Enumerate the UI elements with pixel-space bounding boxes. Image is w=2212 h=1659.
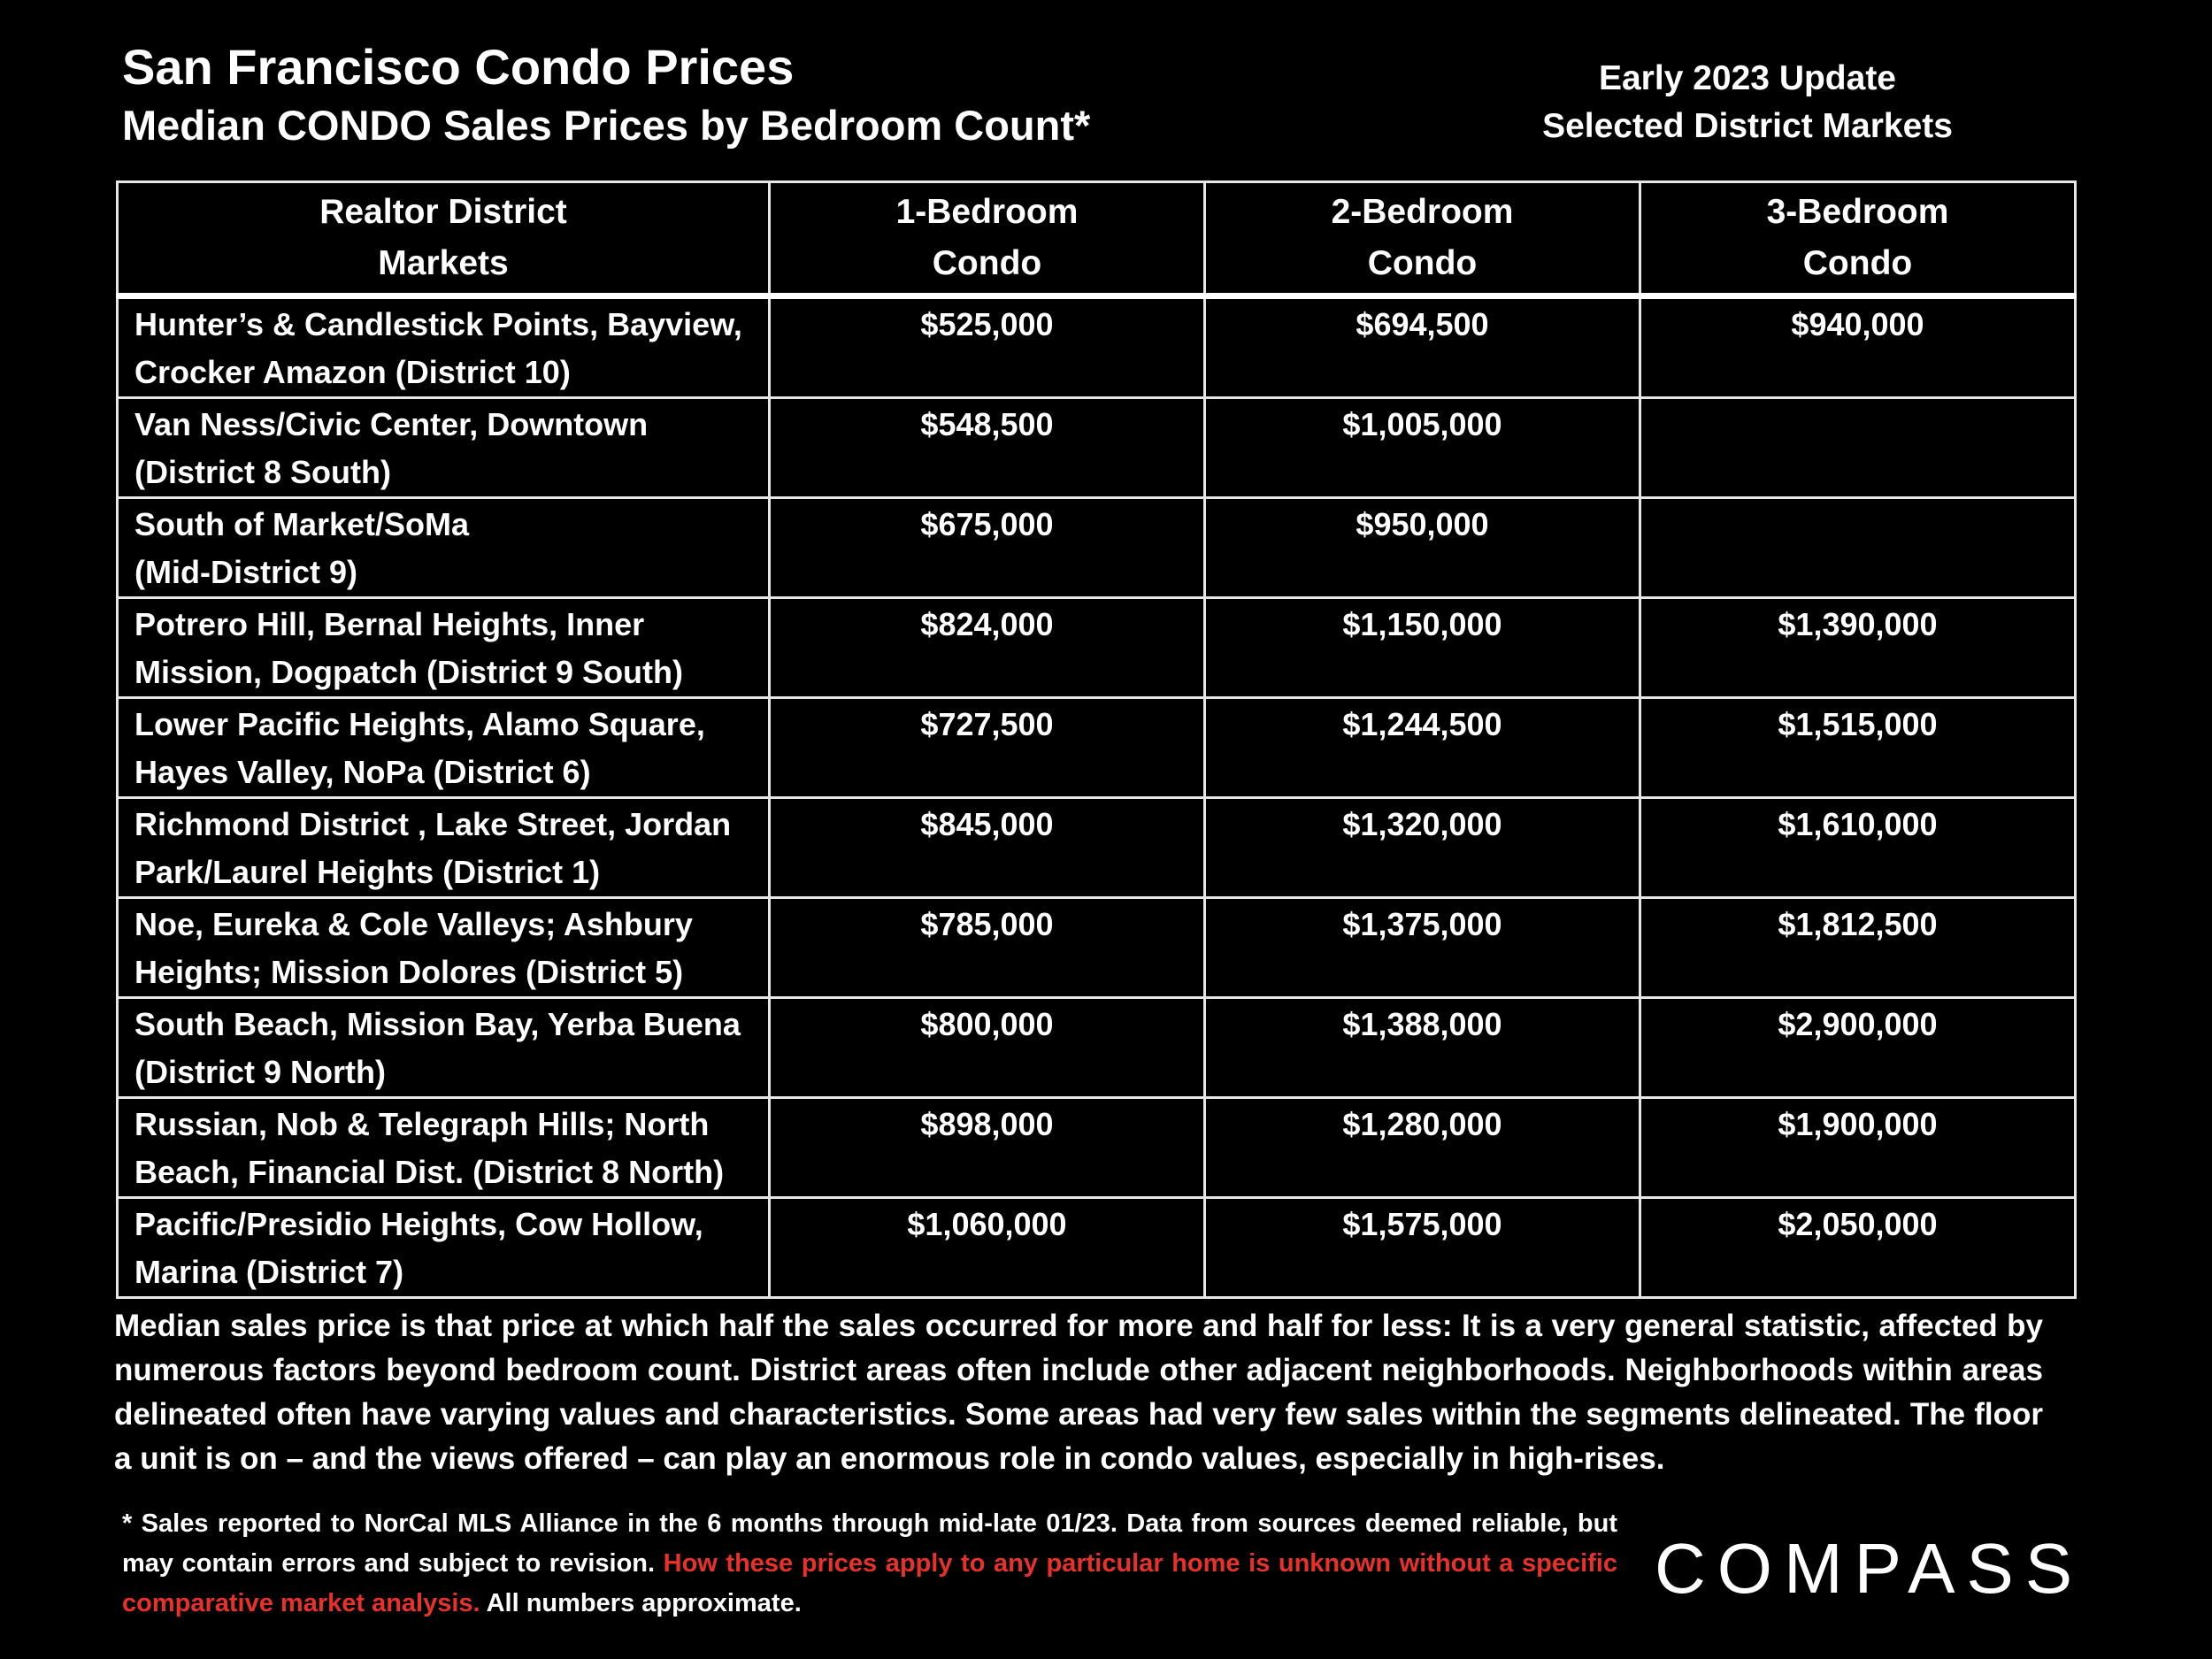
header-2-bedroom: [1205, 182, 1640, 296]
district-cell: [118, 698, 770, 798]
price-cell-bed2: $1,375,000: [1205, 898, 1640, 998]
price-cell-bed3: $1,812,500: [1640, 898, 2076, 998]
header-1-bedroom: [770, 182, 1205, 296]
district-cell: [118, 798, 770, 898]
price-cell-bed1: $727,500: [770, 698, 1205, 798]
district-line: Van Ness/Civic Center, Downtown: [134, 406, 649, 442]
header-line: 3-Bedroom: [1766, 193, 1949, 231]
table-row: [118, 998, 2076, 1098]
table-row: [118, 698, 2076, 798]
price-cell-bed3: $2,050,000: [1640, 1198, 2076, 1298]
district-line: Richmond District , Lake Street, Jordan: [134, 806, 732, 842]
compass-logo: COMPASS: [1655, 1529, 2085, 1608]
district-cell: [118, 296, 770, 398]
header-line: 1-Bedroom: [895, 193, 1079, 231]
district-cell: [118, 898, 770, 998]
table-row: [118, 898, 2076, 998]
district-cell: [118, 598, 770, 698]
district-line: (District 8 South): [134, 454, 392, 490]
price-cell-bed1: $824,000: [770, 598, 1205, 698]
table-header-row: [118, 182, 2076, 296]
update-date: Early 2023 Update: [1598, 59, 1896, 97]
district-line: Crocker Amazon (District 10): [134, 354, 571, 390]
price-cell-bed1: $525,000: [770, 296, 1205, 398]
district-line: (Mid-District 9): [134, 554, 357, 590]
price-cell-bed2: $950,000: [1205, 498, 1640, 598]
price-cell-bed3: $1,515,000: [1640, 698, 2076, 798]
district-line: Park/Laurel Heights (District 1): [134, 854, 601, 890]
header-line: 2-Bedroom: [1331, 193, 1514, 231]
table-row: [118, 1098, 2076, 1198]
price-cell-bed2: $1,575,000: [1205, 1198, 1640, 1298]
price-cell-bed2: $1,280,000: [1205, 1098, 1640, 1198]
price-cell-bed2: $1,244,500: [1205, 698, 1640, 798]
district-line: Hayes Valley, NoPa (District 6): [134, 754, 591, 790]
district-line: South of Market/SoMa: [134, 506, 470, 542]
header-3-bedroom: [1640, 182, 2076, 296]
header-line: Realtor District: [319, 193, 567, 231]
price-cell-bed1: $675,000: [770, 498, 1205, 598]
update-label: [1504, 55, 1991, 150]
district-cell: [118, 498, 770, 598]
price-cell-bed1: $800,000: [770, 998, 1205, 1098]
district-line: Pacific/Presidio Heights, Cow Hollow,: [134, 1206, 703, 1242]
price-cell-bed2: $694,500: [1205, 296, 1640, 398]
price-cell-bed2: $1,005,000: [1205, 398, 1640, 498]
price-cell-bed1: $1,060,000: [770, 1198, 1205, 1298]
district-line: Noe, Eureka & Cole Valleys; Ashbury: [134, 906, 693, 942]
price-cell-bed3: [1640, 398, 2076, 498]
median-explanation: Median sales price is that price at which half the sales occurred for more and half for less: It is a very general statistic, affected by numerous factors beyond bedroom count. District areas often include other adjacent neighborhoods. Neighborhoods within areas delineated often have varying values and characteristics. Some areas had very few sales within the segments delineated. The floor a unit is on – and the views offered – can play an enormous role in condo values, especially in high-rises.: [114, 1309, 2043, 1476]
district-line: Potrero Hill, Bernal Heights, Inner: [134, 606, 645, 642]
price-cell-bed1: $785,000: [770, 898, 1205, 998]
header-district: [118, 182, 770, 296]
district-cell: [118, 1098, 770, 1198]
price-cell-bed1: $548,500: [770, 398, 1205, 498]
table-row: [118, 798, 2076, 898]
footnote-source: * Sales reported to NorCal MLS Alliance in the 6 months through mid-late 01/23. Data from sources deemed reliable, but may contain errors and subject to revision.: [122, 1509, 1617, 1578]
district-line: Beach, Financial Dist. (District 8 North): [134, 1154, 725, 1190]
district-line: Marina (District 7): [134, 1254, 404, 1290]
district-line: Hunter’s & Candlestick Points, Bayview,: [134, 306, 742, 342]
district-cell: [118, 998, 770, 1098]
table-row: [118, 598, 2076, 698]
district-line: South Beach, Mission Bay, Yerba Buena: [134, 1006, 741, 1042]
update-scope: Selected District Markets: [1542, 107, 1953, 145]
price-cell-bed2: $1,320,000: [1205, 798, 1640, 898]
district-cell: [118, 1198, 770, 1298]
price-cell-bed2: $1,388,000: [1205, 998, 1640, 1098]
header-line: Condo: [1367, 244, 1478, 282]
table-row: [118, 1198, 2076, 1298]
table-row: [118, 296, 2076, 398]
table-row: [118, 498, 2076, 598]
price-cell-bed2: $1,150,000: [1205, 598, 1640, 698]
price-cell-bed3: $1,390,000: [1640, 598, 2076, 698]
footnote-approx: All numbers approximate.: [480, 1589, 802, 1617]
price-cell-bed3: $940,000: [1640, 296, 2076, 398]
price-cell-bed3: [1640, 498, 2076, 598]
table-row: [118, 398, 2076, 498]
price-table: [116, 180, 2077, 1299]
district-line: (District 9 North): [134, 1054, 387, 1090]
district-cell: [118, 398, 770, 498]
footnote: [122, 1504, 1617, 1624]
district-line: Heights; Mission Dolores (District 5): [134, 954, 684, 990]
footnote-disclaimer: How these prices apply to any particular home is unknown without a specific comparative market analysis.: [122, 1549, 1617, 1617]
header-line: Condo: [1802, 244, 1913, 282]
district-line: Mission, Dogpatch (District 9 South): [134, 654, 684, 690]
price-cell-bed3: $1,610,000: [1640, 798, 2076, 898]
header-line: Condo: [932, 244, 1042, 282]
price-cell-bed3: $2,900,000: [1640, 998, 2076, 1098]
page-subtitle: Median CONDO Sales Prices by Bedroom Count*: [122, 102, 1091, 149]
page-title: San Francisco Condo Prices: [122, 39, 795, 95]
price-cell-bed1: $845,000: [770, 798, 1205, 898]
price-cell-bed3: $1,900,000: [1640, 1098, 2076, 1198]
district-line: Russian, Nob & Telegraph Hills; North: [134, 1106, 710, 1142]
header-line: Markets: [378, 244, 509, 282]
table-body: [118, 296, 2076, 1298]
price-cell-bed1: $898,000: [770, 1098, 1205, 1198]
district-line: Lower Pacific Heights, Alamo Square,: [134, 706, 705, 742]
